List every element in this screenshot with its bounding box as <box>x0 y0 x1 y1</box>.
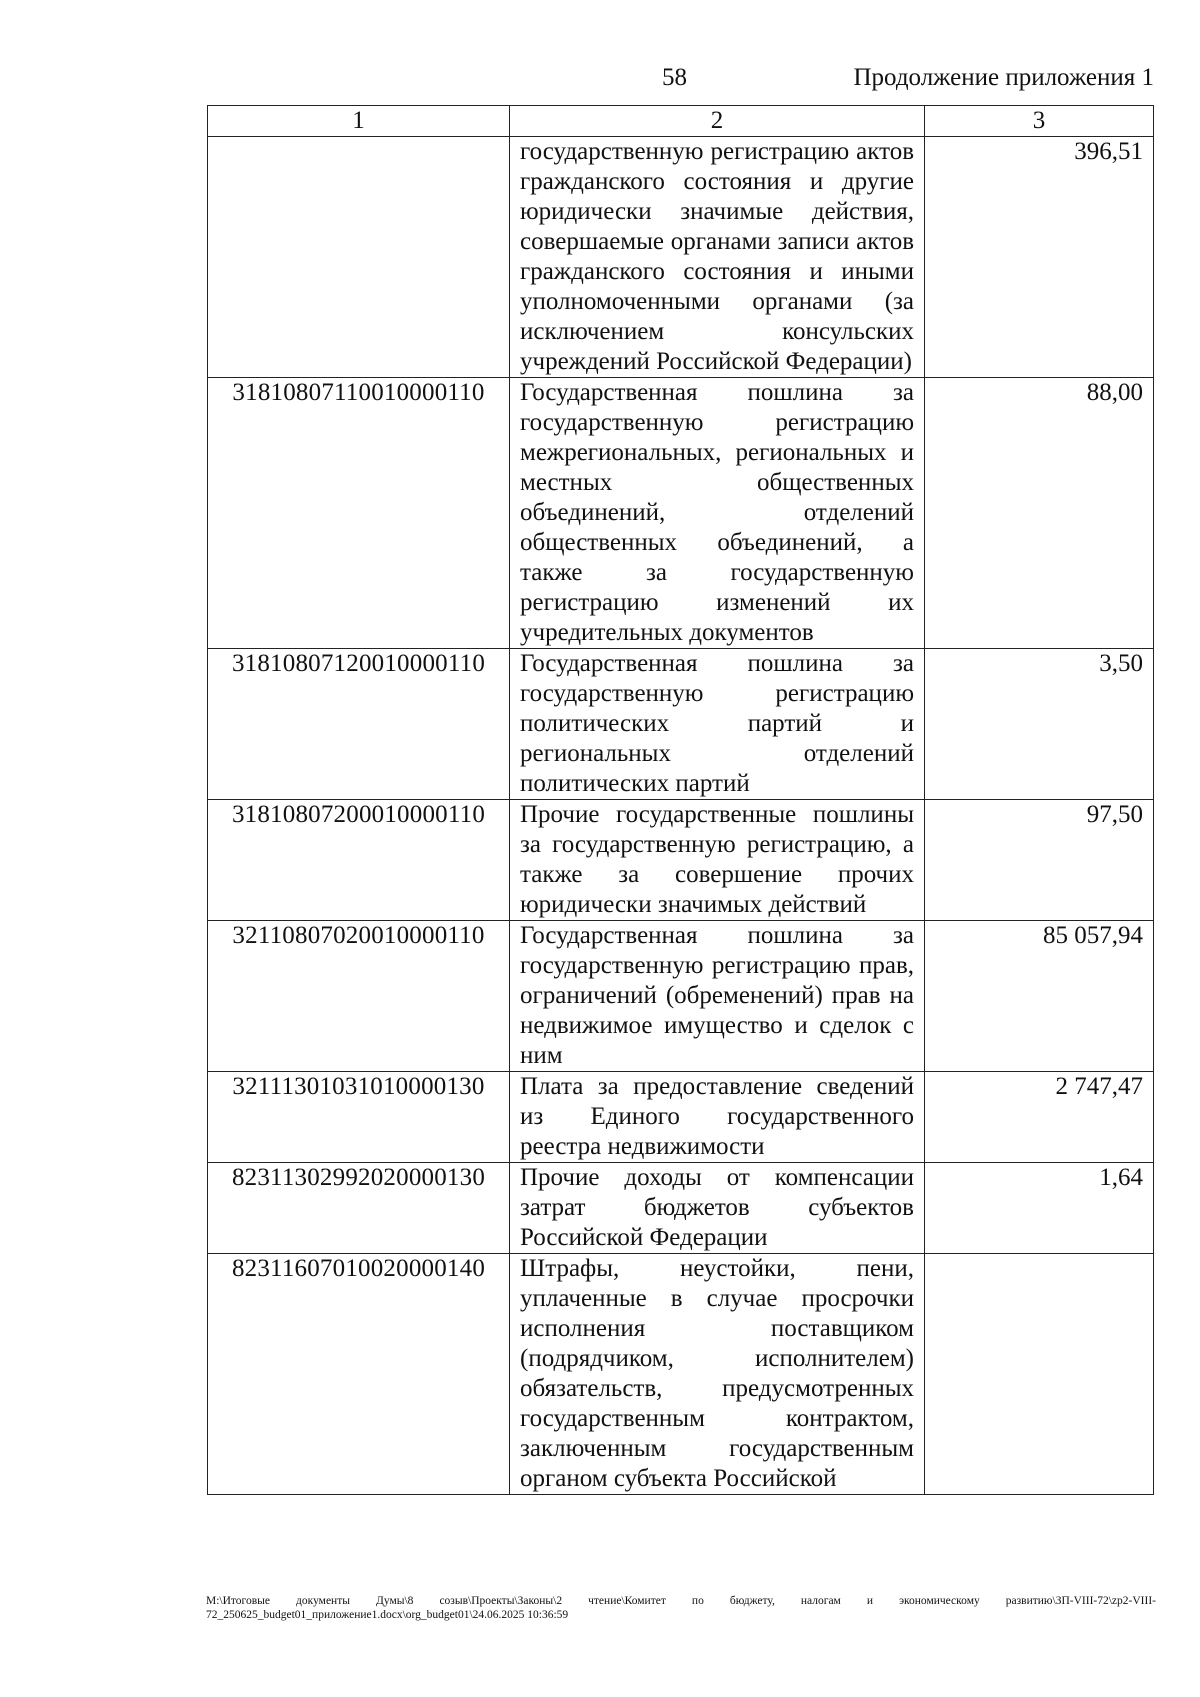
revenue-code-cell <box>208 137 510 378</box>
table-row <box>208 137 1154 378</box>
revenue-amount-cell: 3,50 <box>925 649 1154 800</box>
revenue-amount-cell: 85 057,94 <box>925 921 1154 1072</box>
table-row <box>208 921 1154 1072</box>
column-header-amount: 3 <box>925 106 1154 137</box>
revenue-amount-cell: 1,64 <box>925 1163 1154 1254</box>
table-row <box>208 1254 1154 1495</box>
revenue-table <box>207 105 1154 1495</box>
revenue-code-cell: 31810807120010000110 <box>208 649 510 800</box>
revenue-description-cell: государственную регистрацию актов гражданского состояния и другие юридически значимые действия, совершаемые органами записи актов гражданского состояния и иными уполномоченными органами (за исключением консульских учреждений Российской Федерации) <box>510 137 925 378</box>
revenue-description-cell: Государственная пошлина за государственную регистрацию межрегиональных, региональных и местных общественных объединений, отделений общественных объединений, а также за государственную регистрацию изменений их учредительных документов <box>510 378 925 649</box>
revenue-amount-cell: 97,50 <box>925 800 1154 921</box>
revenue-description-cell: Государственная пошлина за государственную регистрацию политических партий и региональных отделений политических партий <box>510 649 925 800</box>
revenue-description-cell: Штрафы, неустойки, пени, уплаченные в случае просрочки исполнения поставщиком (подрядчиком, исполнителем) обязательств, предусмотренных государственным контрактом, заключенным государственным органом субъекта Российской <box>510 1254 925 1495</box>
table-row <box>208 1163 1154 1254</box>
revenue-code-cell: 82311302992020000130 <box>208 1163 510 1254</box>
revenue-code-cell: 32111301031010000130 <box>208 1072 510 1163</box>
revenue-amount-cell <box>925 1254 1154 1495</box>
appendix-continuation-heading: Продолжение приложения 1 <box>853 64 1154 91</box>
table-row <box>208 1072 1154 1163</box>
revenue-description-cell: Государственная пошлина за государственную регистрацию прав, ограничений (обременений) прав на недвижимое имущество и сделок с ним <box>510 921 925 1072</box>
column-header-description: 2 <box>510 106 925 137</box>
revenue-amount-cell: 396,51 <box>925 137 1154 378</box>
table-row <box>208 800 1154 921</box>
column-header-code: 1 <box>208 106 510 137</box>
revenue-code-cell: 31810807110010000110 <box>208 378 510 649</box>
table-header-row <box>208 106 1154 137</box>
revenue-description-cell: Прочие доходы от компенсации затрат бюджетов субъектов Российской Федерации <box>510 1163 925 1254</box>
revenue-description-cell: Плата за предоставление сведений из Единого государственного реестра недвижимости <box>510 1072 925 1163</box>
revenue-code-cell: 31810807200010000110 <box>208 800 510 921</box>
revenue-amount-cell: 2 747,47 <box>925 1072 1154 1163</box>
revenue-code-cell: 82311607010020000140 <box>208 1254 510 1495</box>
table-row <box>208 649 1154 800</box>
table-row <box>208 378 1154 649</box>
revenue-amount-cell: 88,00 <box>925 378 1154 649</box>
revenue-description-cell: Прочие государственные пошлины за государственную регистрацию, а также за совершение прочих юридически значимых действий <box>510 800 925 921</box>
page-number: 58 <box>662 64 687 91</box>
document-file-path-footer: M:\Итоговые документы Думы\8 созыв\Проекты\Законы\2 чтение\Комитет по бюджету, налогам и экономическому развитию\ЗП-VIII-72\zp2-VIII-72_250625_budget01_приложение1.docx\org_budget01\24.06.2025 10:36:59 <box>206 1595 1156 1621</box>
revenue-code-cell: 32110807020010000110 <box>208 921 510 1072</box>
